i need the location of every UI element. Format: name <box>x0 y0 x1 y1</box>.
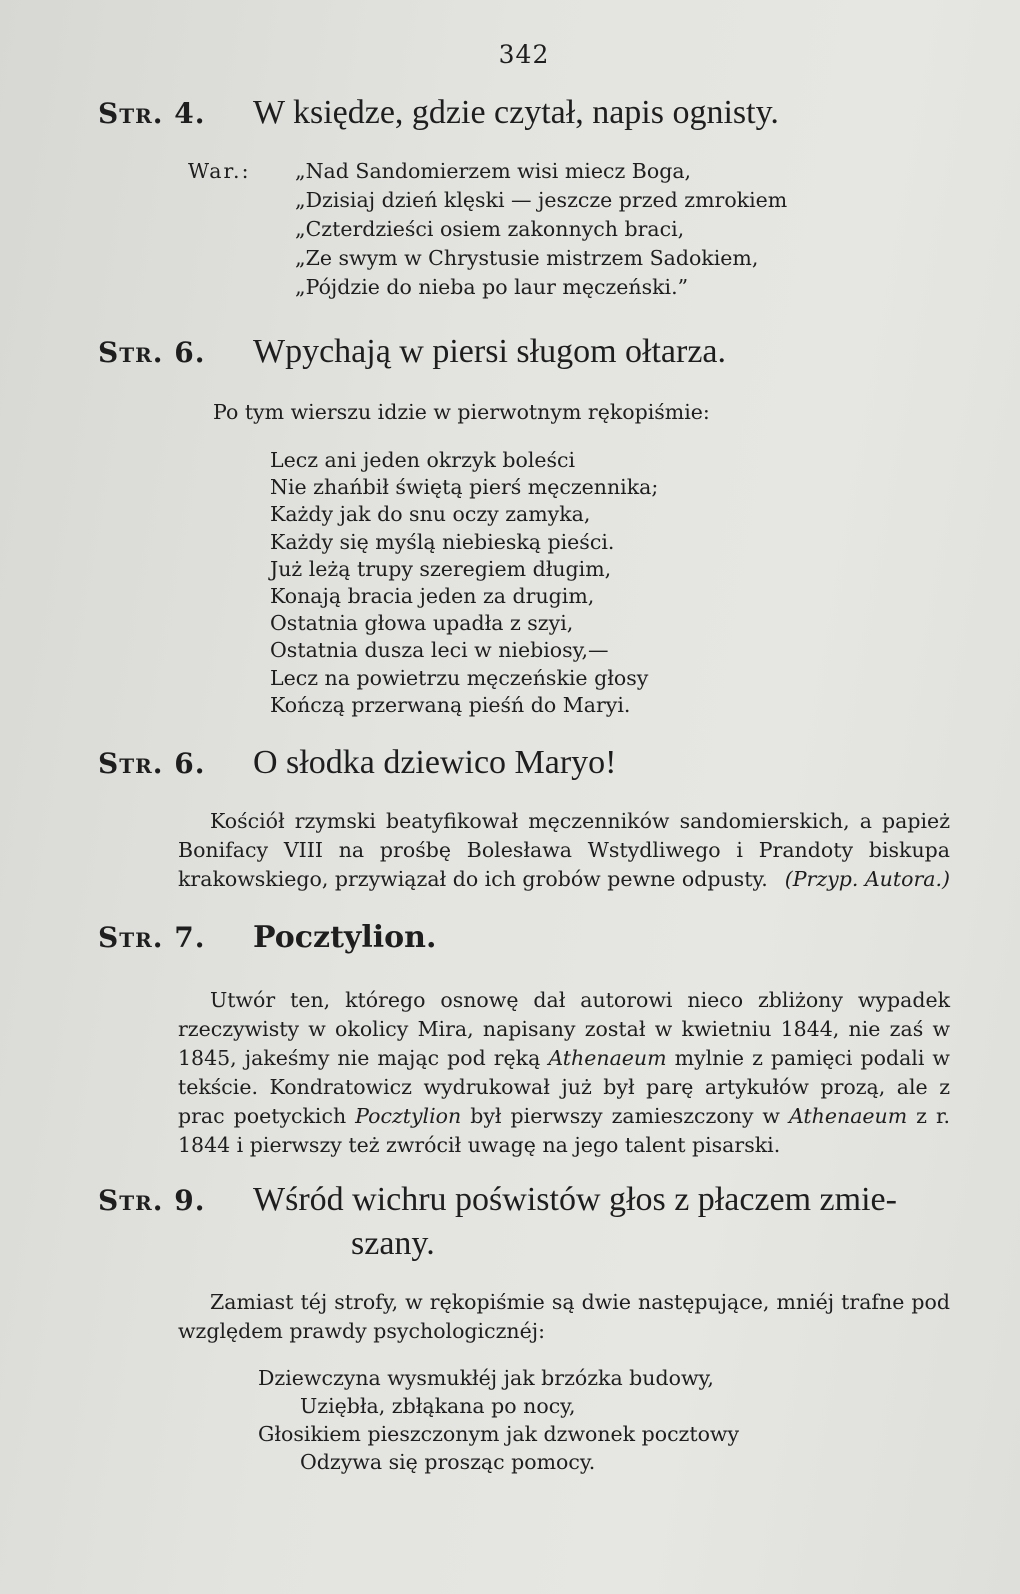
section-note <box>178 986 950 1160</box>
section-title: Pocztylion. <box>253 920 437 956</box>
verse-line: Dziewczyna wysmukłéj jak brzózka budowy, <box>258 1366 714 1391</box>
section-ref: Str. 7. <box>98 921 206 955</box>
verse-line: „Pójdzie do nieba po laur męczeński.” <box>295 275 689 299</box>
verse-line: Konają bracia jeden za drugim, <box>270 584 595 609</box>
verse-line: Każdy się myślą niebieską pieści. <box>270 529 615 554</box>
verse-line: Odzywa się prosząc pomocy. <box>300 1450 596 1475</box>
verse-line: Kończą przerwaną pieśń do Maryi. <box>270 692 631 717</box>
section-ref: Str. 4. <box>98 97 206 130</box>
section-title-cont: szany. <box>351 1225 435 1263</box>
note-text: z r. 1844 i pierwszy też zwrócił uwagę na jego talent pisarski. <box>178 1104 951 1158</box>
section-title: Wpychają w piersi sługom ołtarza. <box>253 333 727 370</box>
verse-line: Każdy jak do snu oczy zamyka, <box>270 502 591 527</box>
note-text: mylnie z pamięci podali w tekście. Kondratowicz wydrukował już był parę artykułów prozą, ale z prac poetyckich <box>178 1046 950 1129</box>
verse-line: Głosikiem pieszczonym jak dzwonek pocztowy <box>258 1422 740 1447</box>
section-title: W księdze, gdzie czytał, napis ognisty. <box>253 94 779 131</box>
section-intro: Po tym wierszu idzie w pierwotnym rękopiśmie: <box>213 400 710 424</box>
note-italic: Athenaeum <box>548 1046 667 1071</box>
page-number: 342 <box>498 40 550 69</box>
intro-text: Zamiast téj strofy, w rękopiśmie są dwie następujące, mniéj trafne pod względem prawdy psychologicznéj: <box>178 1290 950 1344</box>
section-heading-1 <box>98 91 950 135</box>
verse-line: Ostatnia dusza leci w niebiosy,— <box>270 638 609 663</box>
note-italic: Athenaeum <box>788 1104 908 1129</box>
note-text: był pierwszy zamieszczony w <box>461 1104 789 1129</box>
verse-line: „Nad Sandomierzem wisi miecz Boga, <box>295 159 692 183</box>
verse-line: Ostatnia głowa upadła z szyi, <box>270 611 574 636</box>
verse-line: Już leżą trupy szeregiem długim, <box>270 556 612 581</box>
section-heading-5 <box>98 1178 950 1222</box>
section-heading-3 <box>98 741 950 785</box>
section-ref: Str. 6. <box>98 747 206 781</box>
variant-verse <box>295 157 787 302</box>
section-heading-4 <box>98 916 950 960</box>
verse-line: „Ze swym w Chrystusie mistrzem Sadokiem, <box>295 246 759 270</box>
poem-stanza <box>258 1364 950 1476</box>
verse-line: Uziębła, zbłąkana po nocy, <box>300 1394 576 1419</box>
note-italic: Pocztylion <box>355 1104 462 1129</box>
variant-label: War.: <box>188 159 251 183</box>
verse-line: Lecz na powietrzu męczeńskie głosy <box>270 665 649 690</box>
note-attribution: (Przyp. Autora.) <box>784 867 950 892</box>
section-heading-5-cont <box>98 1222 950 1266</box>
verse-line: Lecz ani jeden okrzyk boleści <box>270 448 576 472</box>
section-ref: Str. 9. <box>98 1184 206 1218</box>
note-text: Utwór ten, którego osnowę dał autorowi nieco zbliżony wypadek rzeczywisty w okolicy Mira, napisany został w kwietniu 1844, nie zaś w 1845, jakeśmy nie mając pod ręką <box>178 988 950 1071</box>
section-title: Wśród wichru poświstów głos z płaczem zmie- <box>253 1181 897 1219</box>
variant-block <box>188 157 950 302</box>
note-text: Kościół rzymski beatyfikował męczenników sandomierskich, a papież Bonifacy VIII na prośbę Bolesława Wstydliwego i Prandoty biskupa krakowskiego, przywiązał do ich grobów pewne odpusty. <box>178 809 950 892</box>
verse-line: „Czterdzieści osiem zakonnych braci, <box>295 217 685 241</box>
section-intro <box>178 1288 950 1346</box>
section-title: O słodka dziewico Maryo! <box>253 744 617 782</box>
section-heading-2 <box>98 330 950 374</box>
verse-line: „Dzisiaj dzień klęski — jeszcze przed zmrokiem <box>295 188 788 212</box>
section-note <box>178 807 950 894</box>
section-ref: Str. 6. <box>98 336 206 369</box>
poem-stanza <box>270 447 950 719</box>
verse-line: Nie zhańbił świętą pierś męczennika; <box>270 475 659 500</box>
